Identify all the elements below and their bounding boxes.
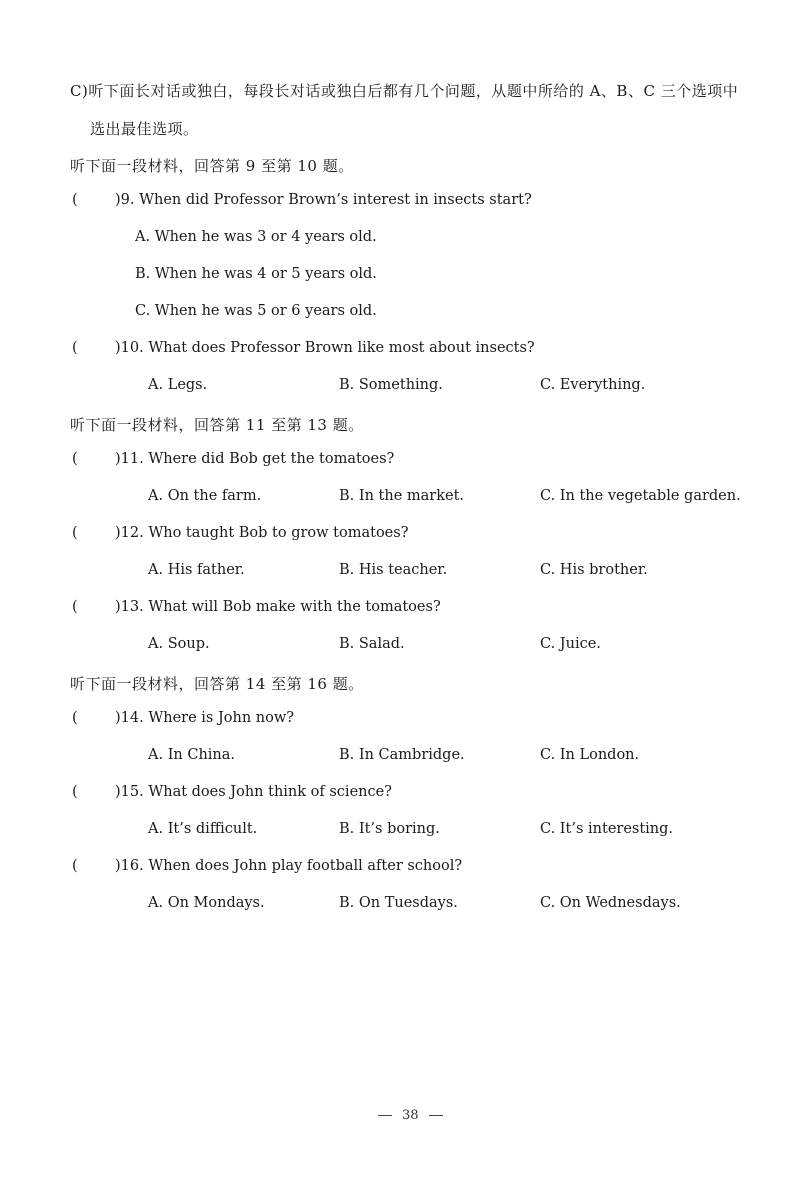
question-stem: )16. When does John play football after school? (115, 858, 463, 874)
question-stem: )10. What does Professor Brown like most about insects? (115, 340, 535, 356)
answer-blank[interactable]: ( (72, 599, 78, 615)
page-number (368, 1108, 453, 1123)
question-stem: )15. What does John think of science? (115, 784, 392, 800)
option-a[interactable]: A. It’s difficult. (148, 821, 258, 837)
answer-blank[interactable]: ( (72, 451, 78, 467)
question-stem: )11. Where did Bob get the tomatoes? (115, 451, 395, 467)
option-c[interactable]: C. When he was 5 or 6 years old. (135, 303, 377, 319)
answer-blank[interactable]: ( (72, 340, 78, 356)
option-a[interactable]: A. Legs. (148, 377, 208, 393)
option-b[interactable]: B. In Cambridge. (339, 747, 465, 763)
option-c[interactable]: C. On Wednesdays. (540, 895, 681, 911)
option-a[interactable]: A. His father. (148, 562, 245, 578)
option-c[interactable]: C. In the vegetable garden. (540, 488, 741, 504)
answer-blank[interactable]: ( (72, 784, 78, 800)
question-stem: )13. What will Bob make with the tomatoes? (115, 599, 441, 615)
option-a[interactable]: A. On Mondays. (148, 895, 265, 911)
option-b[interactable]: B. Something. (339, 377, 443, 393)
option-b[interactable]: B. On Tuesdays. (339, 895, 458, 911)
answer-blank[interactable]: ( (72, 192, 78, 208)
section-instruction: C)听下面长对话或独白，每段长对话或独白后都有几个问题，从题中所给的 A、B、C 三个选项中 (70, 82, 739, 100)
option-a[interactable]: A. Soup. (148, 636, 210, 652)
dash-left (378, 1115, 392, 1116)
question-stem: )14. Where is John now? (115, 710, 295, 726)
group-heading: 听下面一段材料，回答第 9 至第 10 题。 (70, 157, 354, 175)
page-number-text: 38 (402, 1108, 419, 1123)
answer-blank[interactable]: ( (72, 858, 78, 874)
answer-blank[interactable]: ( (72, 710, 78, 726)
answer-blank[interactable]: ( (72, 525, 78, 541)
group-heading: 听下面一段材料，回答第 11 至第 13 题。 (70, 416, 364, 434)
option-c[interactable]: C. In London. (540, 747, 640, 763)
question-stem: )9. When did Professor Brown’s interest in insects start? (115, 192, 532, 208)
option-a[interactable]: A. When he was 3 or 4 years old. (135, 229, 377, 245)
option-b[interactable]: B. Salad. (339, 636, 405, 652)
group-heading: 听下面一段材料，回答第 14 至第 16 题。 (70, 675, 364, 693)
option-b[interactable]: B. It’s boring. (339, 821, 440, 837)
option-b[interactable]: B. His teacher. (339, 562, 448, 578)
section-instruction-cont: 选出最佳选项。 (90, 120, 199, 138)
option-b[interactable]: B. In the market. (339, 488, 465, 504)
option-c[interactable]: C. It’s interesting. (540, 821, 674, 837)
option-a[interactable]: A. In China. (148, 747, 236, 763)
option-c[interactable]: C. Juice. (540, 636, 601, 652)
option-b[interactable]: B. When he was 4 or 5 years old. (135, 266, 377, 282)
question-stem: )12. Who taught Bob to grow tomatoes? (115, 525, 409, 541)
option-c[interactable]: C. Everything. (540, 377, 646, 393)
option-c[interactable]: C. His brother. (540, 562, 648, 578)
option-a[interactable]: A. On the farm. (148, 488, 262, 504)
dash-right (429, 1115, 443, 1116)
